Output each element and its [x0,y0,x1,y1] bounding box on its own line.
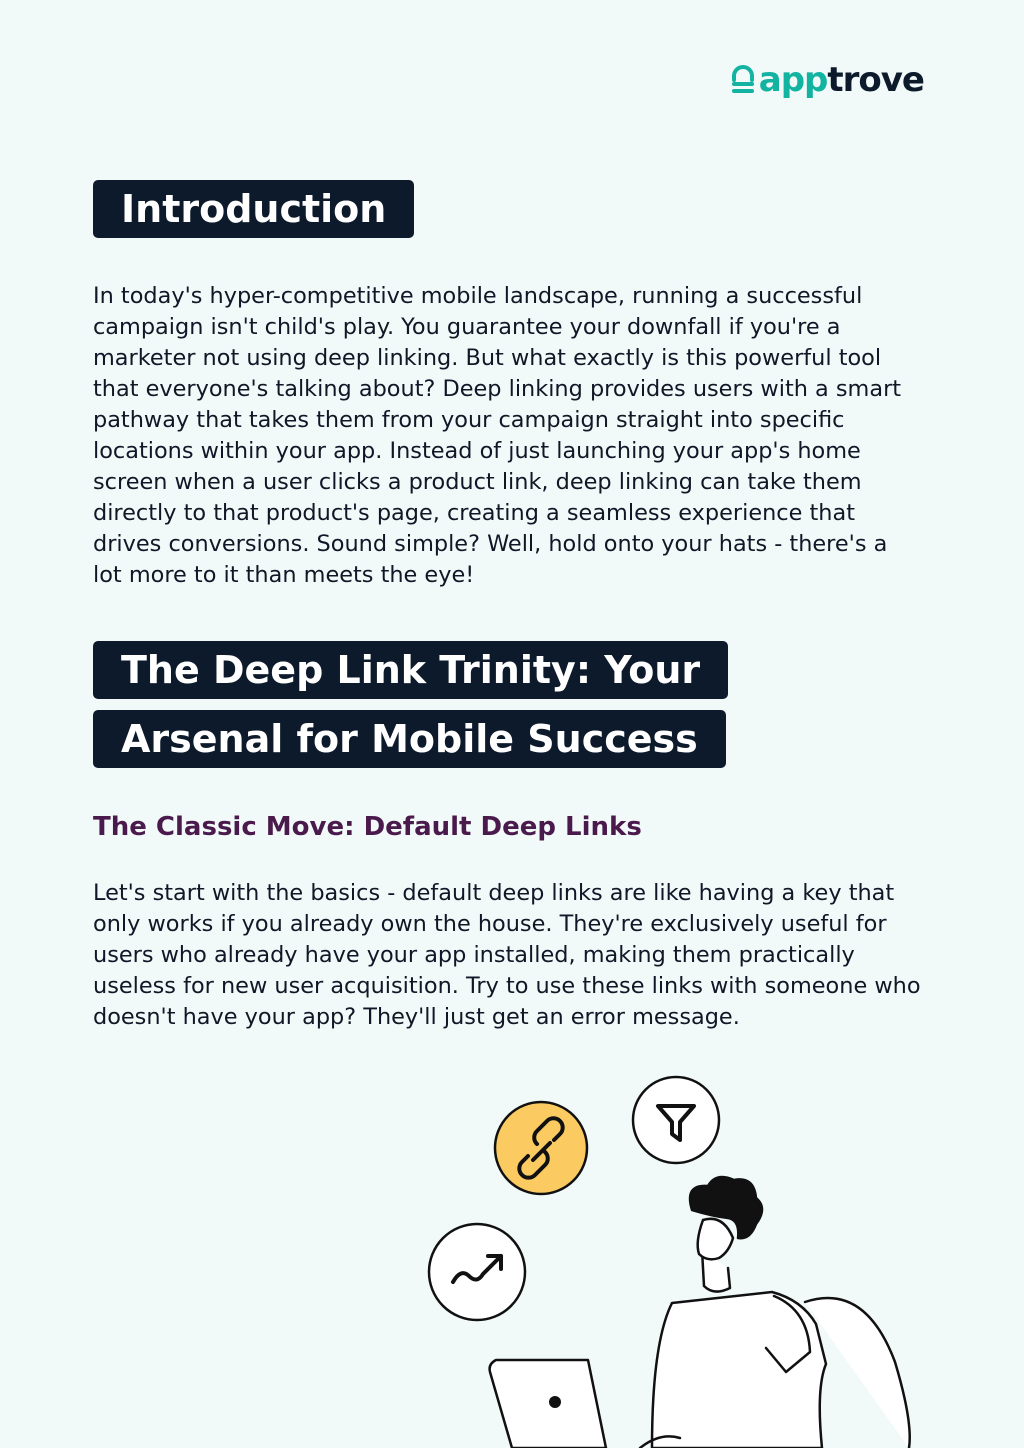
apptrove-logo-icon [730,65,756,95]
intro-heading: Introduction [93,180,414,238]
brand-name-app: app [758,60,828,100]
filter-icon [633,1077,719,1163]
classic-subheading: The Classic Move: Default Deep Links [93,812,642,842]
trinity-heading-line1: The Deep Link Trinity: Your [93,641,728,699]
intro-paragraph: In today's hyper-competitive mobile landscape, running a successful campaign isn't child's play. You guarantee your downfall if you're a marketer not using deep linking. But what exactly is this powerful tool that everyone's talking about? Deep linking provides users with a smart pathway that takes them from your campaign straight into specific locations within your app. Instead of just launching your app's home screen when a user clicks a product link, deep linking can take them directly to that product's page, creating a seamless experience that drives conversions. Sound simple? Well, hold onto your hats - there's a lot more to it than meets the eye! [93,283,902,588]
illustration [410,1070,970,1448]
brand-logo [730,60,924,100]
person-figure [490,1177,910,1448]
trinity-heading-line2: Arsenal for Mobile Success [93,710,726,768]
brand-name-trove: trove [827,60,924,100]
classic-paragraph: Let's start with the basics - default deep links are like having a key that only works if you already own the house. They're exclusively useful for users who already have your app installed, making them practically useless for new user acquisition. Try to use these links with someone who doesn't have your app? They'll just get an error message. [93,880,921,1030]
trending-up-icon [429,1224,525,1320]
link-icon [495,1102,587,1194]
